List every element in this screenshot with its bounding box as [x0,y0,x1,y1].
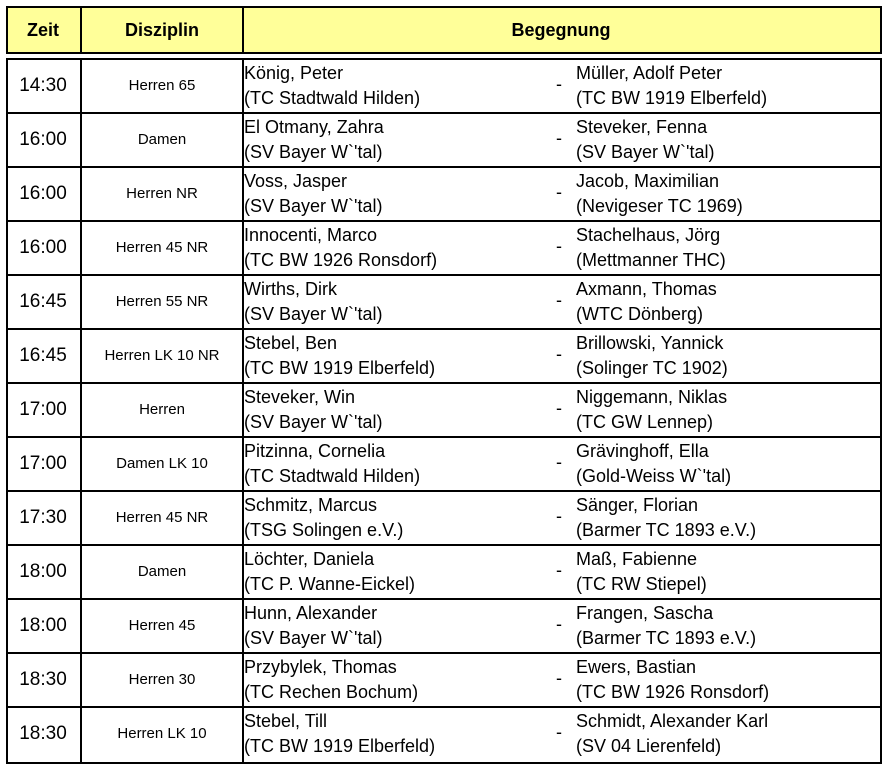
versus-separator: - [556,290,562,310]
match-discipline: Herren 45 [80,600,244,652]
versus-separator: - [556,668,562,688]
match-time: 17:00 [19,399,67,420]
player-home-club: (SV Bayer W`'tal) [244,628,383,648]
player-home [244,492,554,545]
match-discipline: Herren [80,384,244,436]
player-away-name: Müller, Adolf Peter [576,63,723,83]
player-away [576,600,876,653]
player-away [576,114,876,167]
player-away-club: (TC BW 1919 Elberfeld) [576,88,768,108]
table-row [8,708,880,762]
player-away [576,654,876,707]
player-home-club: (TC P. Wanne-Eickel) [244,574,416,594]
versus-separator: - [556,182,562,202]
table-header [6,6,882,54]
player-away-club: (Barmer TC 1893 e.V.) [576,628,757,648]
player-away [576,60,876,113]
table-row [8,546,880,600]
player-home-name: Hunn, Alexander [244,603,378,623]
match-discipline: Herren LK 10 [80,708,244,762]
player-away-name: Frangen, Sascha [576,603,714,623]
player-home [244,114,554,167]
player-away-club: (Barmer TC 1893 e.V.) [576,520,757,540]
match-time: 18:30 [19,669,67,690]
player-away-club: (WTC Dönberg) [576,304,704,324]
match-time: 18:30 [19,723,67,744]
player-away [576,330,876,383]
player-away-club: (SV 04 Lierenfeld) [576,736,722,756]
player-away-club: (TC BW 1926 Ronsdorf) [576,682,770,702]
match-discipline: Herren 65 [80,60,244,112]
player-away [576,492,876,545]
player-away-club: (SV Bayer W`'tal) [576,142,715,162]
player-home-club: (TC Stadtwald Hilden) [244,88,421,108]
player-home-club: (TC BW 1919 Elberfeld) [244,358,436,378]
versus-separator: - [556,560,562,580]
match-time: 17:30 [19,507,67,528]
player-home [244,600,554,653]
match-time: 18:00 [19,561,67,582]
player-away [576,384,876,437]
match-time: 16:00 [19,183,67,204]
player-home-club: (SV Bayer W`'tal) [244,142,383,162]
player-home-name: El Otmany, Zahra [244,117,384,137]
player-away-name: Schmidt, Alexander Karl [576,711,769,731]
versus-separator: - [556,344,562,364]
table-row [8,114,880,168]
table-row [8,222,880,276]
match-time: 18:00 [19,615,67,636]
match-discipline: Herren 30 [80,654,244,706]
match-time: 14:30 [19,75,67,96]
player-home-name: Voss, Jasper [244,171,348,191]
player-home-name: Wirths, Dirk [244,279,337,299]
match-discipline: Damen [80,546,244,598]
match-time: 16:00 [19,129,67,150]
versus-separator: - [556,236,562,256]
match-time: 16:00 [19,237,67,258]
player-home-club: (TC BW 1919 Elberfeld) [244,736,436,756]
player-home [244,330,554,383]
match-discipline: Herren 55 NR [80,276,244,328]
table-row [8,654,880,708]
player-home [244,708,554,763]
player-away-name: Brillowski, Yannick [576,333,724,353]
player-away-club: (Solinger TC 1902) [576,358,728,378]
player-home-name: Przybylek, Thomas [244,657,397,677]
player-away-name: Ewers, Bastian [576,657,697,677]
player-away [576,276,876,329]
player-home-club: (TSG Solingen e.V.) [244,520,404,540]
table-row [8,438,880,492]
match-discipline: Herren 45 NR [80,492,244,544]
table-row [8,492,880,546]
player-away-name: Steveker, Fenna [576,117,708,137]
player-home-name: König, Peter [244,63,344,83]
table-row [8,60,880,114]
player-away [576,222,876,275]
player-away-club: (TC RW Stiepel) [576,574,707,594]
versus-separator: - [556,128,562,148]
player-away-club: (Gold-Weiss W`'tal) [576,466,732,486]
player-home-name: Schmitz, Marcus [244,495,378,515]
player-away-name: Axmann, Thomas [576,279,717,299]
player-home-name: Pitzinna, Cornelia [244,441,386,461]
player-home-name: Innocenti, Marco [244,225,378,245]
table-row [8,600,880,654]
versus-separator: - [556,452,562,472]
player-home [244,546,554,599]
player-home-name: Stebel, Till [244,711,328,731]
player-home [244,222,554,275]
versus-separator: - [556,506,562,526]
player-home [244,384,554,437]
player-away [576,546,876,599]
player-away [576,708,876,763]
player-away-club: (Mettmanner THC) [576,250,726,270]
player-away-name: Stachelhaus, Jörg [576,225,721,245]
match-discipline: Damen LK 10 [80,438,244,490]
player-away [576,438,876,491]
player-home [244,276,554,329]
versus-separator: - [556,722,562,742]
player-away-name: Maß, Fabienne [576,549,698,569]
table-row [8,330,880,384]
player-home-club: (SV Bayer W`'tal) [244,196,383,216]
header-begegnung: Begegnung [511,20,611,40]
player-home [244,438,554,491]
player-home-club: (TC Rechen Bochum) [244,682,419,702]
header-disziplin: Disziplin [80,8,244,52]
player-away-club: (TC GW Lennep) [576,412,714,432]
versus-separator: - [556,398,562,418]
header-zeit: Zeit [26,20,59,40]
player-away [576,168,876,221]
match-time: 16:45 [19,291,67,312]
match-discipline: Damen [80,114,244,166]
match-discipline: Herren 45 NR [80,222,244,274]
player-home-club: (TC Stadtwald Hilden) [244,466,421,486]
player-home-club: (SV Bayer W`'tal) [244,412,383,432]
player-away-name: Jacob, Maximilian [576,171,720,191]
player-home [244,654,554,707]
versus-separator: - [556,74,562,94]
table-row [8,276,880,330]
player-home [244,168,554,221]
player-away-name: Sänger, Florian [576,495,699,515]
table-row [8,384,880,438]
player-away-name: Grävinghoff, Ella [576,441,709,461]
match-time: 16:45 [19,345,67,366]
player-away-club: (Nevigeser TC 1969) [576,196,743,216]
table-row [8,168,880,222]
player-home-club: (TC BW 1926 Ronsdorf) [244,250,438,270]
player-away-name: Niggemann, Niklas [576,387,728,407]
player-home-name: Löchter, Daniela [244,549,375,569]
player-home-club: (SV Bayer W`'tal) [244,304,383,324]
match-discipline: Herren NR [80,168,244,220]
versus-separator: - [556,614,562,634]
table-body [6,58,882,764]
player-home-name: Stebel, Ben [244,333,338,353]
match-time: 17:00 [19,453,67,474]
player-home [244,60,554,113]
match-discipline: Herren LK 10 NR [80,330,244,382]
player-home-name: Steveker, Win [244,387,356,407]
